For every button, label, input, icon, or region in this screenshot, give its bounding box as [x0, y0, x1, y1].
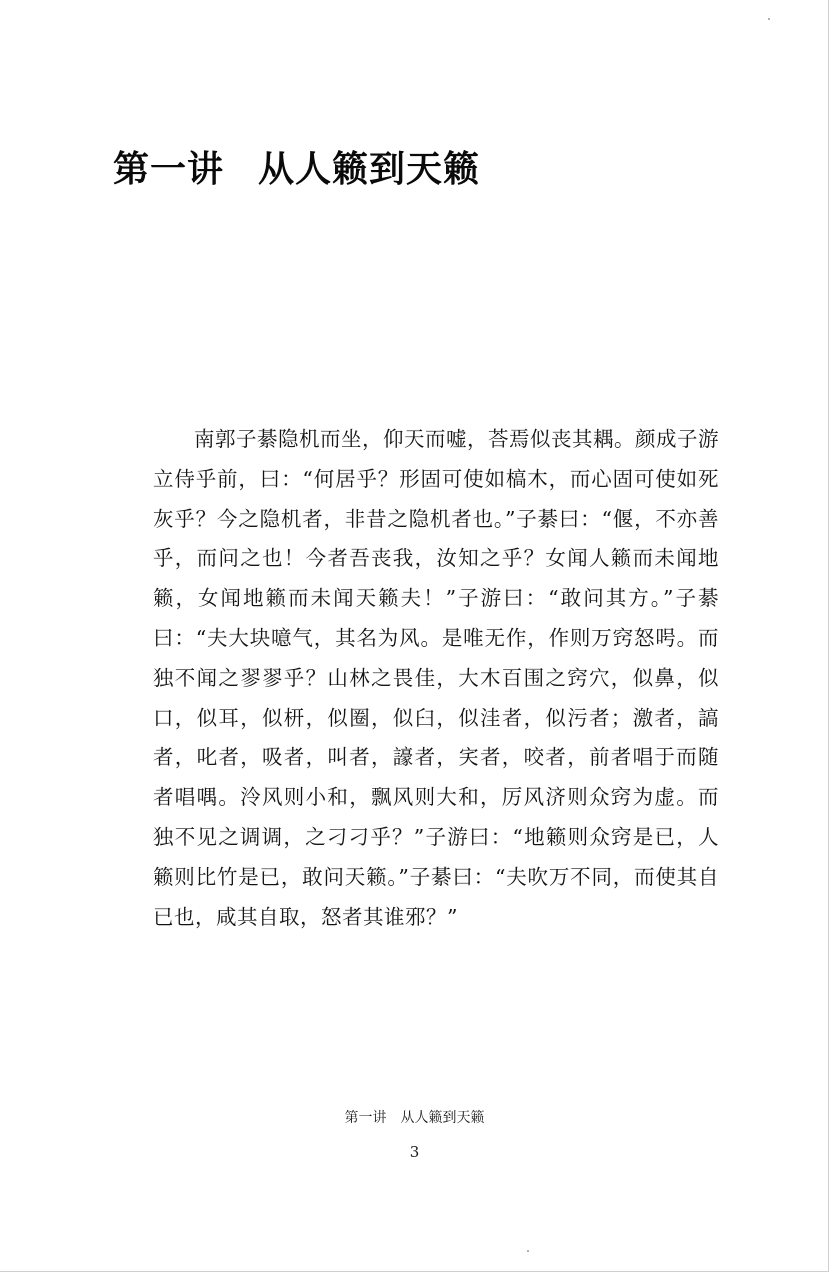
running-footer [0, 1106, 829, 1130]
chapter-number: 第一讲 [113, 149, 225, 190]
body-paragraph: 南郭子綦隐机而坐，仰天而嘘，荅焉似丧其耦。颜成子游立侍乎前，曰：“何居乎？形固可使如槁木，而心固可使如死灰乎？今之隐机者，非昔之隐机者也。”子綦曰：“偃，不亦善乎，而问之也！今者吾丧我，汝知之乎？女闻人籁而未闻地籁，女闻地籁而未闻天籁夫！”子游曰：“敢问其方。”子綦曰：“夫大块噫气，其名为风。是唯无作，作则万窍怒呺。而独不闻之翏翏乎？山林之畏佳，大木百围之窍穴，似鼻，似口，似耳，似枅，似圈，似臼，似洼者，似污者；激者，謞者，叱者，吸者，叫者，譹者，宎者，咬者，前者唱于而随者唱喁。泠风则小和，飘风则大和，厉风济则众窍为虚。而独不见之调调，之刁刁乎？”子游曰：“地籁则众窍是已，人籁则比竹是已，敢问天籁。”子綦曰：“夫吹万不同，而使其自已也，咸其自取，怒者其谁邪？” [153, 427, 719, 929]
scan-speck [768, 18, 770, 20]
page-number: 3 [409, 1143, 420, 1161]
scan-speck [527, 1250, 529, 1252]
chapter-heading [113, 140, 480, 200]
running-footer-title: 从人籁到天籁 [400, 1110, 485, 1126]
chapter-title: 从人籁到天籁 [258, 149, 481, 190]
running-footer-number: 第一讲 [344, 1110, 387, 1126]
